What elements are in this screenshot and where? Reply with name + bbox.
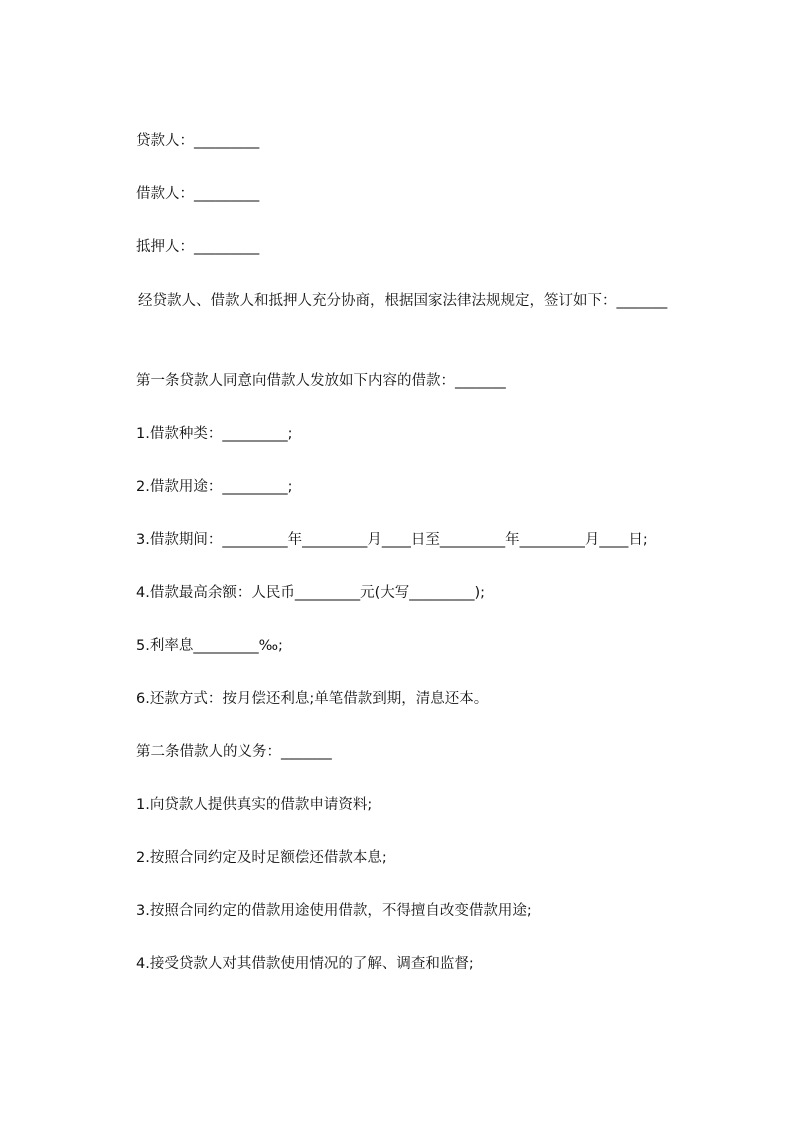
article1-item-6: 6.还款方式：按月偿还利息;单笔借款到期，清息还本。 bbox=[136, 691, 489, 707]
article2-heading: 第二条借款人的义务：_______ bbox=[136, 744, 332, 760]
article1-item-2: 2.借款用途：_________; bbox=[136, 479, 293, 495]
borrower-line: 借款人：_________ bbox=[136, 186, 260, 202]
article1-item-5: 5.利率息_________‰; bbox=[136, 638, 283, 654]
article2-item-2: 2.按照合同约定及时足额偿还借款本息; bbox=[136, 850, 387, 866]
lender-line: 贷款人：_________ bbox=[136, 133, 260, 149]
preamble-paragraph: 经贷款人、借款人和抵押人充分协商，根据国家法律法规规定，签订如下：_______ bbox=[138, 293, 668, 309]
article1-item-3: 3.借款期间：_________年_________月____日至_________年_________月____日; bbox=[136, 532, 648, 548]
mortgagor-line: 抵押人：_________ bbox=[136, 239, 260, 255]
article2-item-4: 4.接受贷款人对其借款使用情况的了解、调查和监督; bbox=[136, 956, 474, 972]
article1-item-4: 4.借款最高余额：人民币_________元(大写_________); bbox=[136, 585, 486, 601]
article2-item-1: 1.向贷款人提供真实的借款申请资料; bbox=[136, 797, 373, 813]
article2-item-3: 3.按照合同约定的借款用途使用借款，不得擅自改变借款用途; bbox=[136, 903, 532, 919]
article1-item-1: 1.借款种类：_________; bbox=[136, 426, 293, 442]
article1-heading: 第一条贷款人同意向借款人发放如下内容的借款：_______ bbox=[136, 373, 506, 389]
